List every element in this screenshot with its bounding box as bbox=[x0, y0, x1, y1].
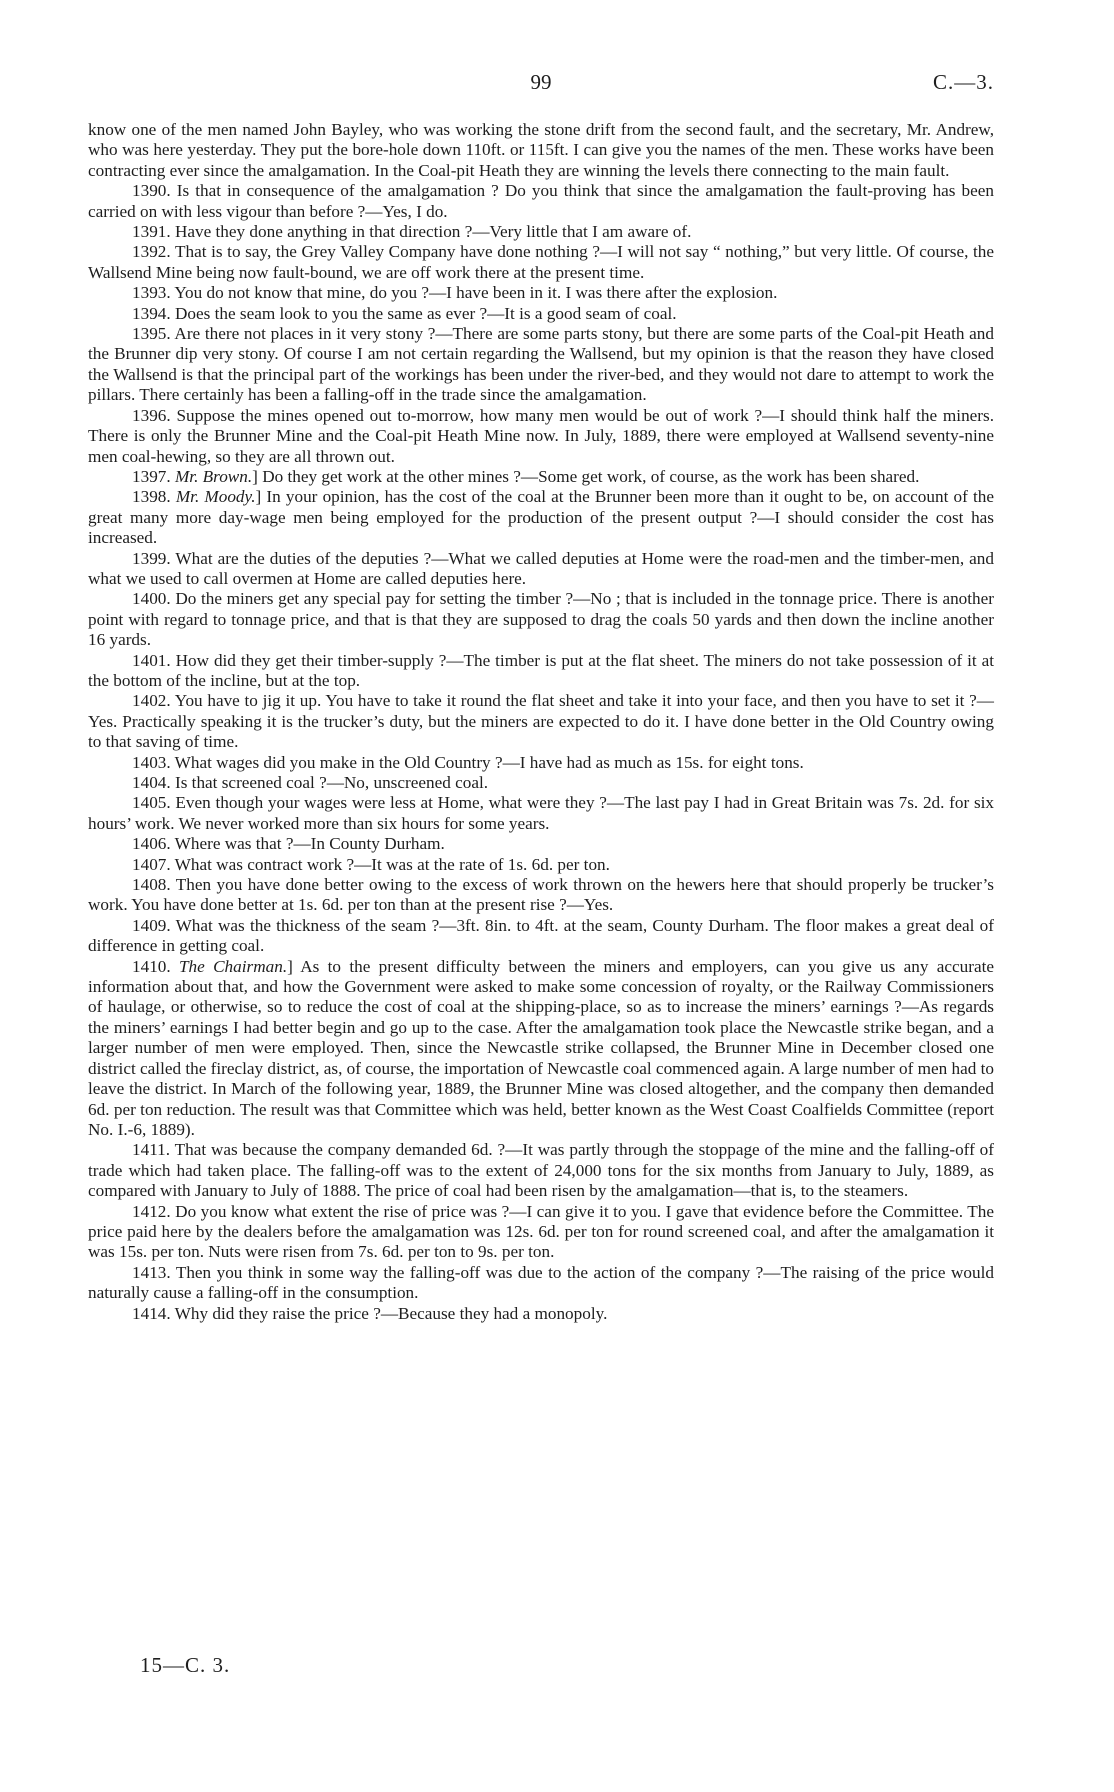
paragraph-text: know one of the men named John Bayley, who was working the stone drift from the second fault, and the secretary, Mr. Andrew, who was here yesterday. They put the bore-hole down 110ft. or 115ft. I can give you the names of the men. These works have been contracting ever since the amalgamation. In the Coal-pit Heath they are winning the levels there connecting to the main fault. bbox=[88, 120, 994, 180]
paragraph-text: 1402. You have to jig it up. You have to take it round the flat sheet and take it into your face, and then you have to set it ?—Yes. Practically speaking it is the trucker’s duty, but the miners are expected to do it. I have done better in the Old Country owing to that saving of time. bbox=[88, 691, 994, 752]
evidence-paragraph bbox=[88, 283, 994, 303]
paragraph-text: 1404. Is that screened coal ?—No, unscreened coal. bbox=[132, 773, 489, 792]
paragraph-text: 1390. Is that in consequence of the amalgamation ? Do you think that since the amalgamation the fault-proving has been carried on with less vigour than before ?—Yes, I do. bbox=[88, 181, 994, 221]
evidence-paragraph bbox=[88, 487, 994, 548]
evidence-paragraph bbox=[88, 1263, 994, 1304]
paragraph-text: 1391. Have they done anything in that direction ?—Very little that I am aware of. bbox=[132, 222, 692, 242]
evidence-paragraph bbox=[88, 834, 994, 854]
question-number: 1398. bbox=[132, 487, 176, 507]
evidence-paragraph bbox=[88, 222, 994, 242]
evidence-paragraph bbox=[88, 181, 994, 222]
evidence-paragraph bbox=[88, 324, 994, 406]
paragraph-text: ] In your opinion, has the cost of the coal at the Brunner been more than it ought to be, on account of the great many more day-wage men being employed for the production of the present output ?—I should consider the cost has increased. bbox=[88, 487, 995, 548]
evidence-paragraph bbox=[88, 875, 994, 916]
paragraph-text: 1414. Why did they raise the price ?—Because they had a monopoly. bbox=[132, 1303, 608, 1323]
evidence-paragraph bbox=[88, 753, 994, 773]
paragraph-text: 1409. What was the thickness of the seam ?—3ft. 8in. to 4ft. at the seam, County Durham. The floor makes a great deal of difference in getting coal. bbox=[88, 915, 994, 956]
evidence-paragraph bbox=[88, 651, 994, 692]
page-header bbox=[88, 70, 994, 96]
paragraph-text: 1413. Then you think in some way the falling-off was due to the action of the company ?—The raising of the price would naturally cause a falling-off in the consumption. bbox=[88, 1262, 994, 1303]
speaker-name: The Chairman. bbox=[179, 956, 288, 976]
paragraph-text: 1408. Then you have done better owing to the excess of work thrown on the hewers here that should properly be trucker’s work. You have done better at 1s. 6d. per ton than at the present rise ?—Yes. bbox=[88, 875, 994, 915]
evidence-paragraph bbox=[88, 467, 994, 487]
paragraph-text: 1399. What are the duties of the deputies ?—What we called deputies at Home were the road-men and the timber-men, and what we used to call overmen at Home are called deputies here. bbox=[88, 548, 994, 588]
speaker-name: Mr. Brown. bbox=[174, 466, 253, 486]
question-number: 1410. bbox=[132, 956, 179, 976]
paragraph-text: 1392. That is to say, the Grey Valley Company have done nothing ?—I will not say “ nothing,” but very little. Of course, the Wallsend Mine being now fault-bound, we are off work there at the present time. bbox=[88, 242, 994, 282]
sheet-signature: 15—C. 3. bbox=[140, 1653, 231, 1677]
evidence-paragraph bbox=[88, 793, 994, 834]
paragraph-text: ] Do they get work at the other mines ?—Some get work, of course, as the work has been shared. bbox=[252, 466, 920, 486]
paragraph-text: 1403. What wages did you make in the Old Country ?—I have had as much as 15s. for eight tons. bbox=[132, 752, 804, 772]
speaker-name: Mr. Moody. bbox=[175, 487, 256, 507]
evidence-paragraph bbox=[88, 691, 994, 752]
paragraph-text: 1394. Does the seam look to you the same as ever ?—It is a good seam of coal. bbox=[132, 303, 677, 323]
paragraph-text: 1400. Do the miners get any special pay for setting the timber ?—No ; that is included in the tonnage price. There is another point with regard to tonnage price, and that is that they are supposed to drag the coals 50 yards and then down the incline another 16 yards. bbox=[88, 589, 994, 650]
evidence-paragraph bbox=[88, 855, 994, 875]
paragraph-text: 1401. How did they get their timber-supply ?—The timber is put at the flat sheet. The miners do not take possession of it at the bottom of the incline, but at the top. bbox=[88, 650, 994, 690]
paragraph-text: 1411. That was because the company demanded 6d. ?—It was partly through the stoppage of the mine and the falling-off of trade which had taken place. The falling-off was to the extent of 24,000 tons for the six months from January to July, 1889, as compared with January to July of 1888. The price of coal had been risen by the amalgamation—that is, to the steamers. bbox=[88, 1140, 994, 1201]
paragraph-text: 1412. Do you know what extent the rise of price was ?—I can give it to you. I gave that evidence before the Committee. The price paid here by the dealers before the amalgamation was 12s. 6d. per ton for round screened coal, and after the amalgamation it was 15s. per ton. Nuts were risen from 7s. 6d. per ton to 9s. per ton. bbox=[88, 1201, 994, 1262]
evidence-paragraph bbox=[88, 549, 994, 590]
question-number: 1397. bbox=[132, 466, 175, 486]
page-number: 99 bbox=[530, 70, 552, 94]
evidence-paragraph bbox=[88, 589, 994, 650]
paragraph-text: 1406. Where was that ?—In County Durham. bbox=[132, 834, 445, 854]
continuation-paragraph bbox=[88, 120, 994, 181]
paragraph-text: 1395. Are there not places in it very stony ?—There are some parts stony, but there are some parts of the Coal-pit Heath and the Brunner dip very stony. Of course I am not certain regarding the Wallsend, but my opinion is that the reason they have closed the Wallsend is that the principal part of the workings has been under the river-bed, and they would not dare to attempt to work the pillars. There certainly has been a falling-off in the trade since the amalgamation. bbox=[88, 324, 994, 405]
paragraph-text: 1393. You do not know that mine, do you ?—I have been in it. I was there after the explosion. bbox=[132, 283, 778, 303]
evidence-paragraph bbox=[88, 304, 994, 324]
evidence-paragraph bbox=[88, 773, 994, 793]
paragraph-text: ] As to the present difficulty between the miners and employers, can you give us any accurate information about that, and how the Government were asked to make some concession of royalty, or the Railway Commissioners of haulage, or otherwise, so to reduce the cost of coal at the shipping-place, so as to increase the miners’ earnings ?—As regards the miners’ earnings I had better begin and go up to the case. After the amalgamation took place the Newcastle strike began, and a larger number of men were employed. Then, since the Newcastle strike collapsed, the Brunner Mine in December closed one district called the fireclay district, as, of course, the importation of Newcastle coal commenced again. A large number of men had to leave the district. In March of the following year, 1889, the Brunner Mine was closed altogether, and the company then demanded 6d. per ton reduction. The result was that Committee which was held, better known as the West Coast Coalfields Committee (report No. I.-6, 1889). bbox=[88, 956, 995, 1139]
paragraph-text: 1405. Even though your wages were less at Home, what were they ?—The last pay I had in Great Britain was 7s. 2d. for six hours’ work. We never worked more than six hours for some years. bbox=[88, 793, 994, 833]
evidence-paragraph bbox=[88, 1304, 994, 1324]
document-reference: C.—3. bbox=[932, 70, 994, 94]
evidence-paragraph bbox=[88, 406, 994, 467]
evidence-paragraph bbox=[88, 1140, 994, 1201]
evidence-paragraph bbox=[88, 916, 994, 957]
evidence-paragraph bbox=[88, 242, 994, 283]
paragraph-text: 1396. Suppose the mines opened out to-morrow, how many men would be out of work ?—I should think half the miners. There is only the Brunner Mine and the Coal-pit Heath Mine now. In July, 1889, there were employed at Wallsend seventy-nine men coal-hewing, so they are all thrown out. bbox=[88, 405, 994, 466]
evidence-text bbox=[88, 120, 994, 1324]
paragraph-text: 1407. What was contract work ?—It was at the rate of 1s. 6d. per ton. bbox=[132, 854, 610, 874]
evidence-paragraph bbox=[88, 1202, 994, 1263]
evidence-paragraph bbox=[88, 957, 994, 1141]
